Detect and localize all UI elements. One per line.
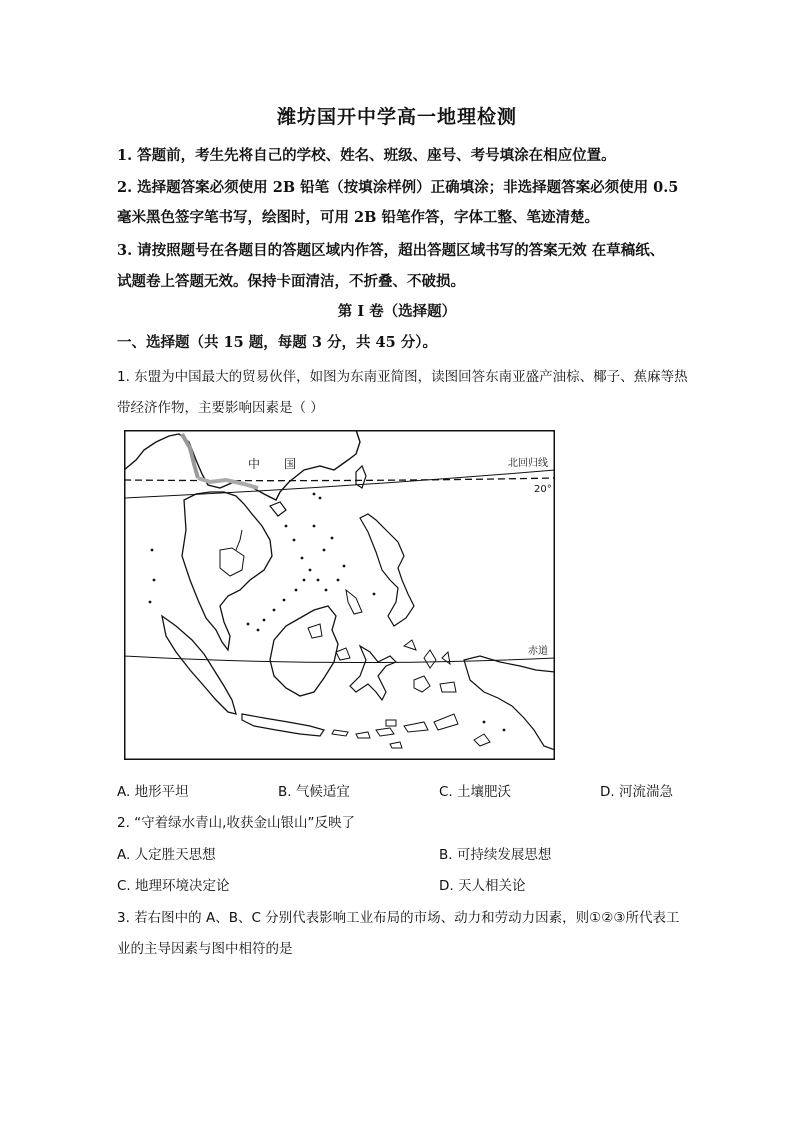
map-drawing	[124, 430, 555, 760]
label-tropic-of-cancer: 北回归线	[508, 458, 548, 469]
instruction-line-3: 毫米黑色签字笔书写，绘图时，可用 2B 铅笔作答，字体工整、笔迹清楚。	[117, 209, 599, 226]
q1-stem-line-1: 1. 东盟为中国最大的贸易伙伴，如图为东南亚简图，读图回答东南亚盛产油棕、椰子、蕉麻等热	[117, 369, 688, 385]
q2-option-b: B. 可持续发展思想	[439, 847, 552, 863]
q1-option-a: A. 地形平坦	[117, 784, 189, 800]
label-china: 中 国	[248, 457, 297, 471]
q2-option-c: C. 地理环境决定论	[117, 878, 230, 894]
label-equator: 赤道	[528, 646, 548, 657]
instruction-line-4: 3. 请按照题号在各题目的答题区域内作答，超出答题区域书写的答案无效 在草稿纸、	[117, 242, 665, 259]
q1-stem-line-2: 带经济作物，主要影响因素是（ ）	[117, 400, 324, 416]
instruction-line-2: 2. 选择题答案必须使用 2B 铅笔（按填涂样例）正确填涂；非选择题答案必须使用 0.5	[117, 179, 679, 196]
southeast-asia-map	[124, 430, 555, 760]
q1-option-c: C. 土壤肥沃	[439, 784, 512, 800]
q3-stem-line-1: 3. 若右图中的 A、B、C 分别代表影响工业布局的市场、动力和劳动力因素，则①②③所代表工	[117, 910, 680, 926]
part-heading: 一、选择题（共 15 题，每题 3 分，共 45 分）。	[117, 334, 437, 351]
instruction-line-5: 试题卷上答题无效。保持卡面清洁，不折叠、不破损。	[117, 273, 465, 290]
q1-option-b: B. 气候适宜	[278, 784, 350, 800]
q2-option-a: A. 人定胜天思想	[117, 847, 216, 863]
label-20-degrees: 20°	[534, 484, 552, 495]
q1-option-d: D. 河流湍急	[600, 784, 673, 800]
q2-stem: 2. “守着绿水青山,收获金山银山”反映了	[117, 815, 355, 831]
q2-option-d: D. 天人相关论	[439, 878, 526, 894]
q3-stem-line-2: 业的主导因素与图中相符的是	[117, 941, 293, 957]
instruction-line-1: 1. 答题前，考生先将自己的学校、姓名、班级、座号、考号填涂在相应位置。	[117, 147, 616, 164]
section-title: 第 I 卷（选择题）	[337, 303, 457, 320]
page-title: 潍坊国开中学高一地理检测	[276, 106, 517, 128]
